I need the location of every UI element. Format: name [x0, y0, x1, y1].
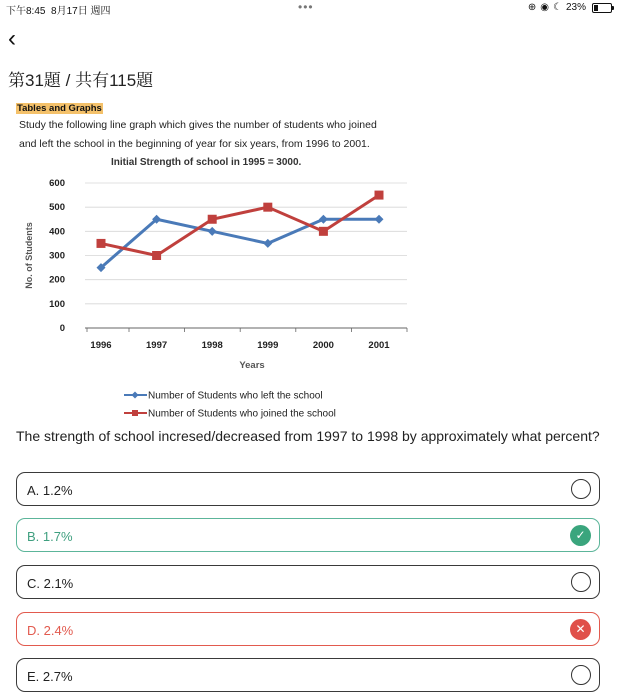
- line-chart: [15, 100, 413, 422]
- figure-description-line2: and left the school in the beginning of year for six years, from 1996 to 2001.: [19, 138, 370, 150]
- legend-marker: [132, 392, 139, 399]
- radio-circle-icon[interactable]: [571, 665, 591, 685]
- answer-option-label: B. 1.7%: [27, 529, 73, 544]
- legend-label: Number of Students who joined the school: [148, 408, 336, 420]
- data-point-left: [208, 227, 217, 236]
- answer-option[interactable]: [16, 612, 600, 646]
- page-title: 第31題 / 共有115題: [8, 71, 154, 90]
- x-tick-label: 2001: [368, 340, 390, 351]
- figure-tag: Tables and Graphs: [17, 103, 102, 114]
- answer-option[interactable]: [16, 518, 600, 552]
- data-point-joined: [152, 251, 161, 260]
- y-axis-label: No. of Students: [24, 222, 34, 289]
- close-icon: ✕: [570, 619, 591, 640]
- question-text: The strength of school incresed/decreased from 1997 to 1998 by approximately what percent?: [16, 428, 600, 444]
- x-tick-label: 2000: [312, 340, 334, 351]
- status-date: 8月17日 週四: [51, 6, 111, 17]
- y-tick-label: 600: [49, 178, 65, 189]
- answer-option-label: A. 1.2%: [27, 483, 73, 498]
- answer-option[interactable]: [16, 658, 600, 692]
- series-line: [101, 219, 379, 267]
- data-point-joined: [263, 203, 272, 212]
- data-point-left: [263, 239, 272, 248]
- battery-percent: 23%: [565, 2, 586, 13]
- question-figure: [15, 100, 413, 422]
- y-tick-label: 100: [49, 298, 65, 310]
- y-tick-label: 400: [49, 226, 65, 238]
- x-tick-label: 1999: [257, 340, 279, 351]
- legend-marker: [132, 410, 138, 416]
- x-tick-label: 1996: [90, 340, 112, 351]
- initial-strength-note: Initial Strength of school in 1995 = 3000.: [111, 157, 302, 168]
- radio-circle-icon[interactable]: [571, 572, 591, 592]
- answer-option[interactable]: [16, 565, 600, 599]
- battery-icon: [592, 3, 612, 13]
- checkmark-icon: ✓: [570, 525, 591, 546]
- status-time-date: [6, 2, 111, 17]
- radio-circle-icon[interactable]: [571, 479, 591, 499]
- answer-option-label: D. 2.4%: [27, 623, 74, 638]
- y-tick-label: 200: [49, 274, 65, 286]
- link-icon: ⊕: [527, 2, 537, 13]
- status-bar: [0, 0, 618, 18]
- x-tick-label: 1997: [146, 340, 168, 351]
- data-point-left: [319, 215, 328, 224]
- data-point-joined: [208, 215, 217, 224]
- chevron-left-icon[interactable]: ‹: [8, 25, 16, 52]
- legend-label: Number of Students who left the school: [148, 390, 323, 402]
- figure-description-line1: Study the following line graph which gives the number of students who joined: [19, 119, 377, 131]
- data-point-left: [375, 215, 384, 224]
- data-point-joined: [319, 227, 328, 236]
- data-point-joined: [97, 239, 106, 248]
- status-icons: [528, 2, 612, 13]
- data-point-joined: [375, 191, 384, 200]
- x-tick-label: 1998: [201, 340, 223, 351]
- y-tick-label: 500: [49, 202, 65, 214]
- battery-tip: [612, 6, 614, 10]
- status-time: 下午8:45: [6, 6, 46, 17]
- y-tick-label: 300: [49, 250, 65, 262]
- battery-level: [594, 5, 598, 11]
- location-icon: ◉: [540, 2, 550, 13]
- answer-option-label: C. 2.1%: [27, 576, 74, 591]
- moon-icon: ☾: [553, 2, 562, 13]
- multitask-dots-icon[interactable]: •••: [298, 0, 314, 14]
- y-tick-label: 0: [59, 323, 65, 334]
- answer-option[interactable]: [16, 472, 600, 506]
- answer-option-label: E. 2.7%: [27, 669, 73, 684]
- x-axis-label: Years: [239, 360, 265, 371]
- series-line: [101, 195, 379, 255]
